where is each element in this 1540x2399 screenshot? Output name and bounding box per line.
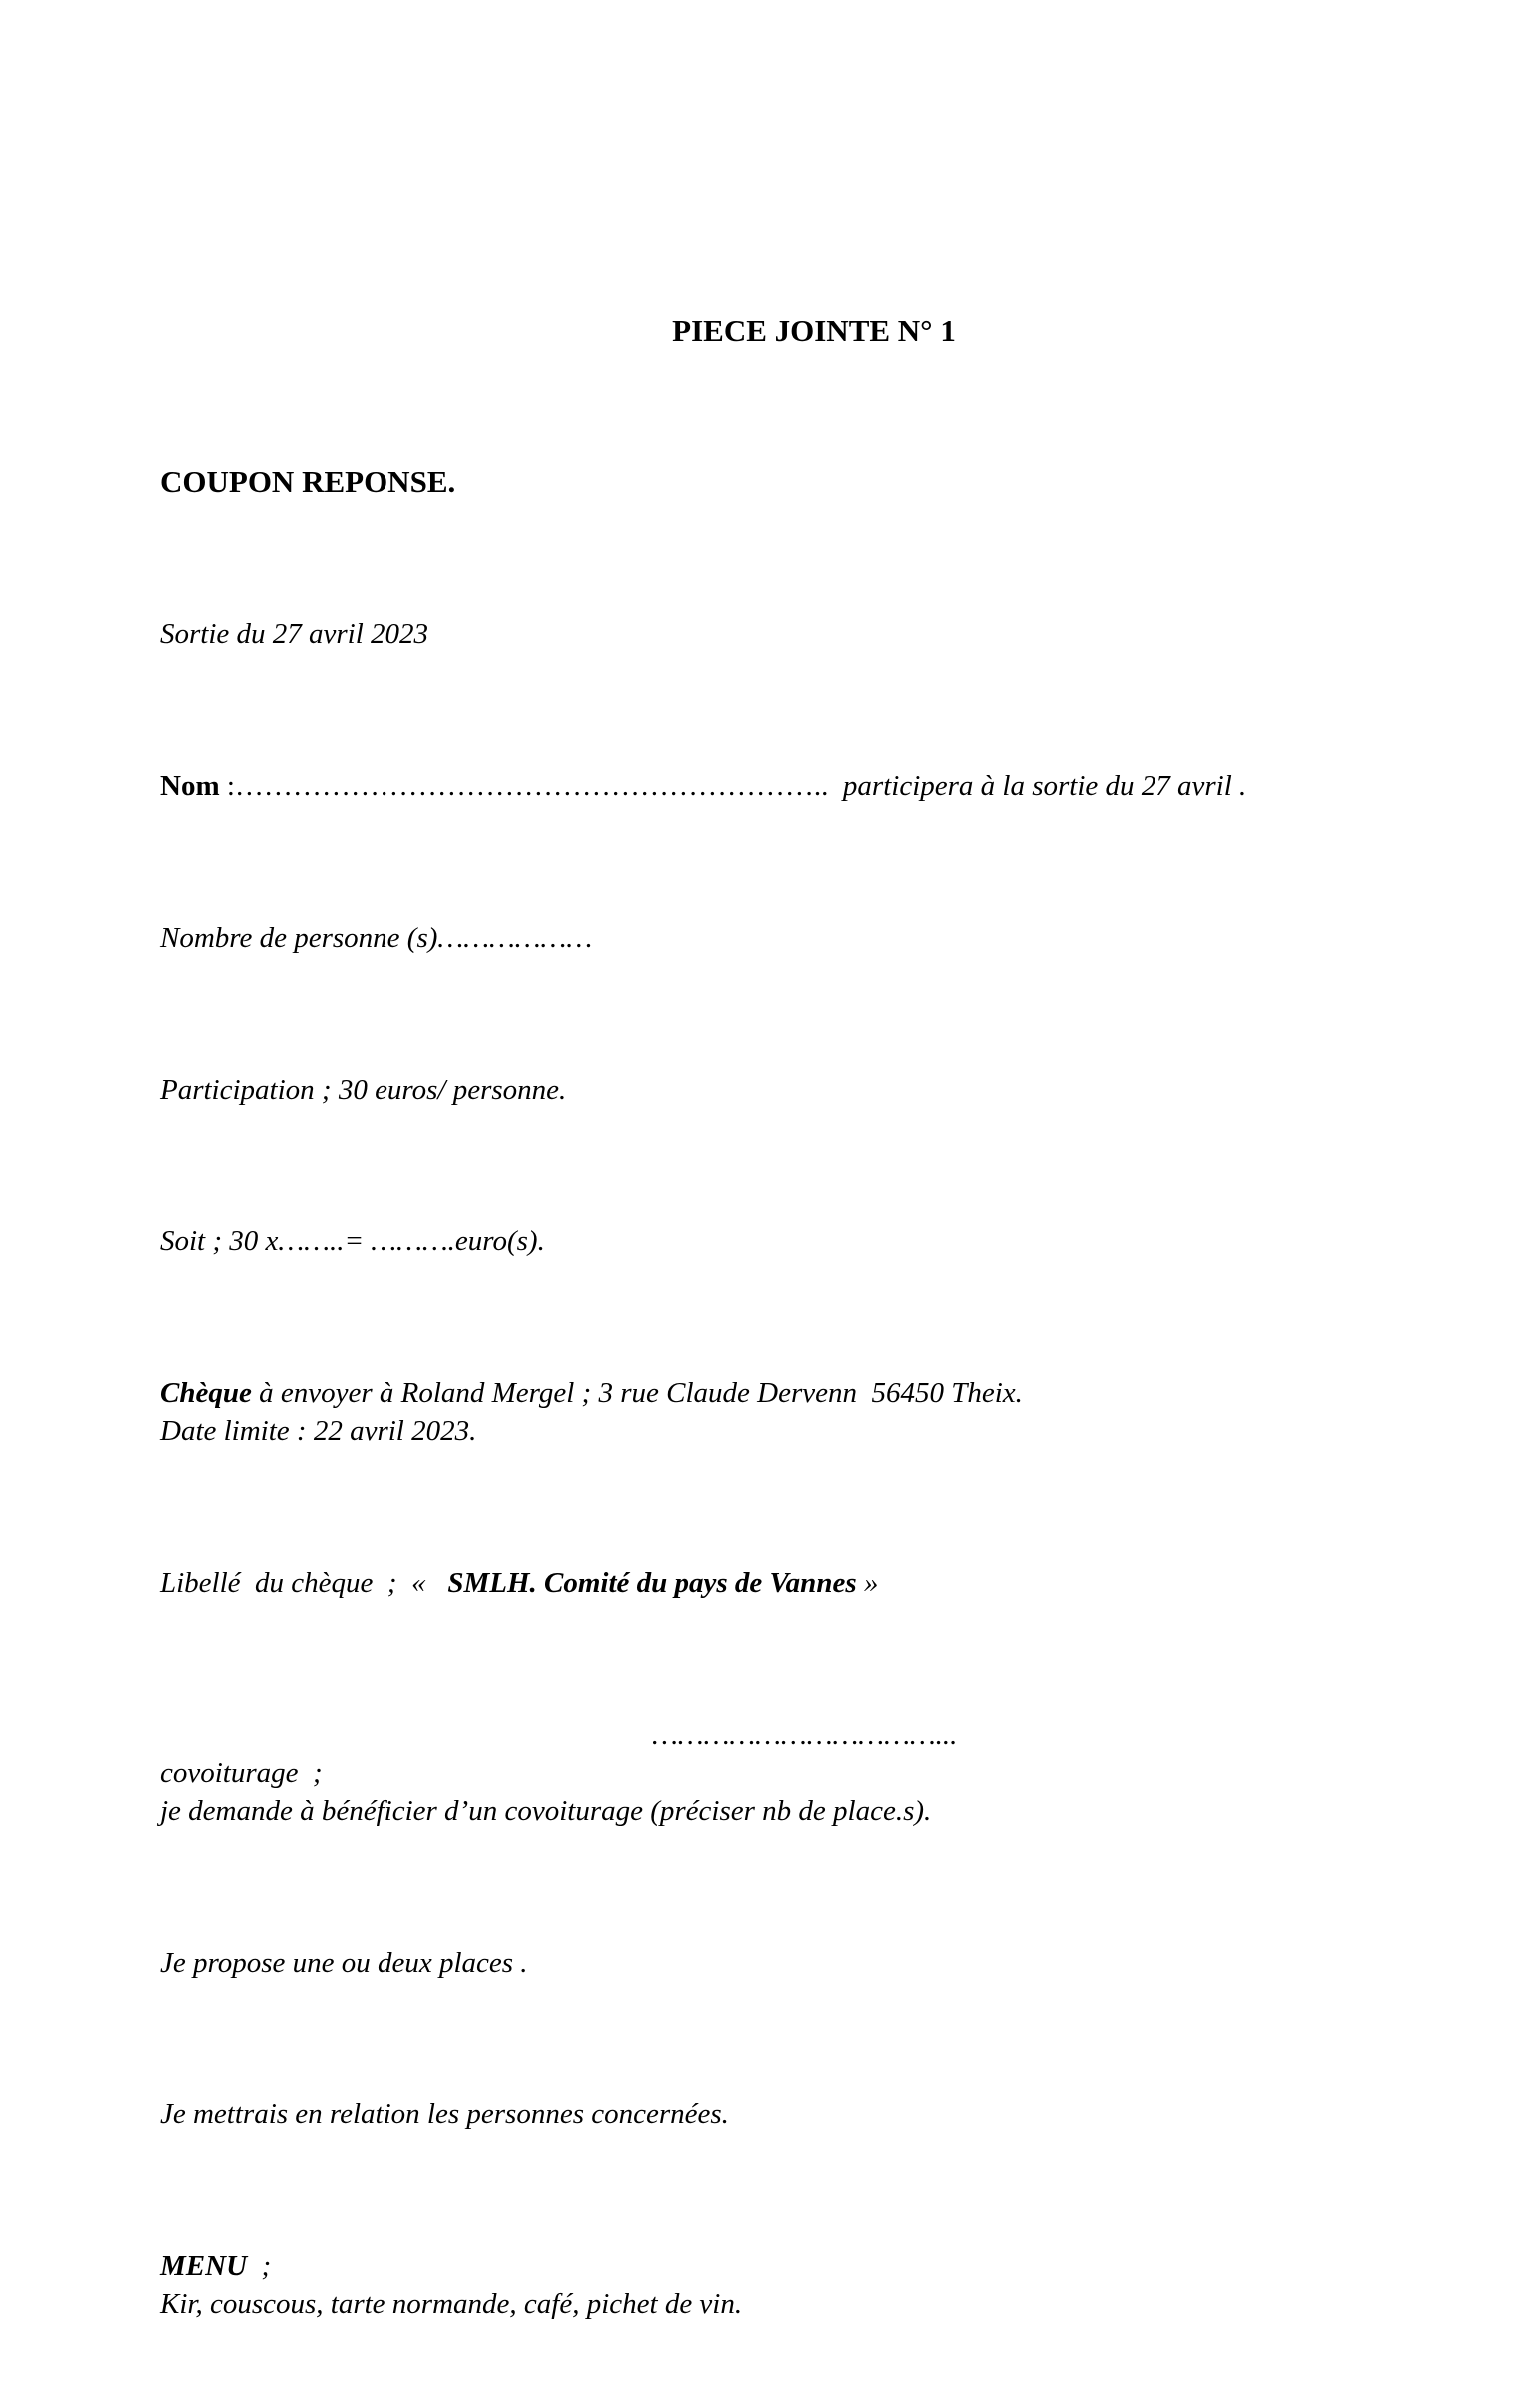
outing-date: Sortie du 27 avril 2023 [160,618,429,650]
people-count-line: Nombre de personne (s)……………… [160,922,593,954]
name-confirmation-text: participera à la sortie du 27 avril . [828,770,1247,802]
payee-line [160,1564,1420,1602]
menu-label: MENU [160,2250,248,2282]
cheque-address-text: à envoyer à Roland Mergel ; 3 rue Claude Dervenn 56450 Theix. [251,1377,1023,1409]
carpool-label: covoiturage ; [160,1757,323,1789]
carpool-request-text: je demande à bénéficier d’un covoiturage (préciser nb de place.s). [160,1795,932,1827]
cheque-instructions [160,1374,1420,1450]
menu-section [160,2247,1420,2323]
cheque-deadline: Date limite : 22 avril 2023. [160,1415,477,1447]
name-label: Nom [160,770,220,802]
carpool-dots-field: ……………………………... [652,1719,958,1751]
carpool-connect-line: Je mettrais en relation les personnes concernées. [160,2098,729,2130]
payee-name: SMLH. Comité du pays de Vannes [447,1567,857,1599]
payee-prefix: Libellé du chèque ; « [160,1567,448,1599]
carpool-offer-line: Je propose une ou deux places . [160,1947,528,1979]
participation-line: Participation ; 30 euros/ personne. [160,1074,567,1106]
menu-separator: ; [247,2250,272,2282]
document-title: PIECE JOINTE N° 1 [672,313,956,348]
document-subtitle: COUPON REPONSE. [160,464,456,499]
total-amount-line: Soit ; 30 x……..= ……….euro(s). [160,1225,545,1257]
payee-suffix: » [856,1567,879,1599]
name-field-line [160,767,1420,805]
menu-items: Kir, couscous, tarte normande, café, pichet de vin. [160,2288,743,2320]
name-dots-field: :…………………………………………………….. [219,770,829,802]
cheque-label: Chèque [160,1377,252,1409]
carpool-section [160,1716,1420,1830]
